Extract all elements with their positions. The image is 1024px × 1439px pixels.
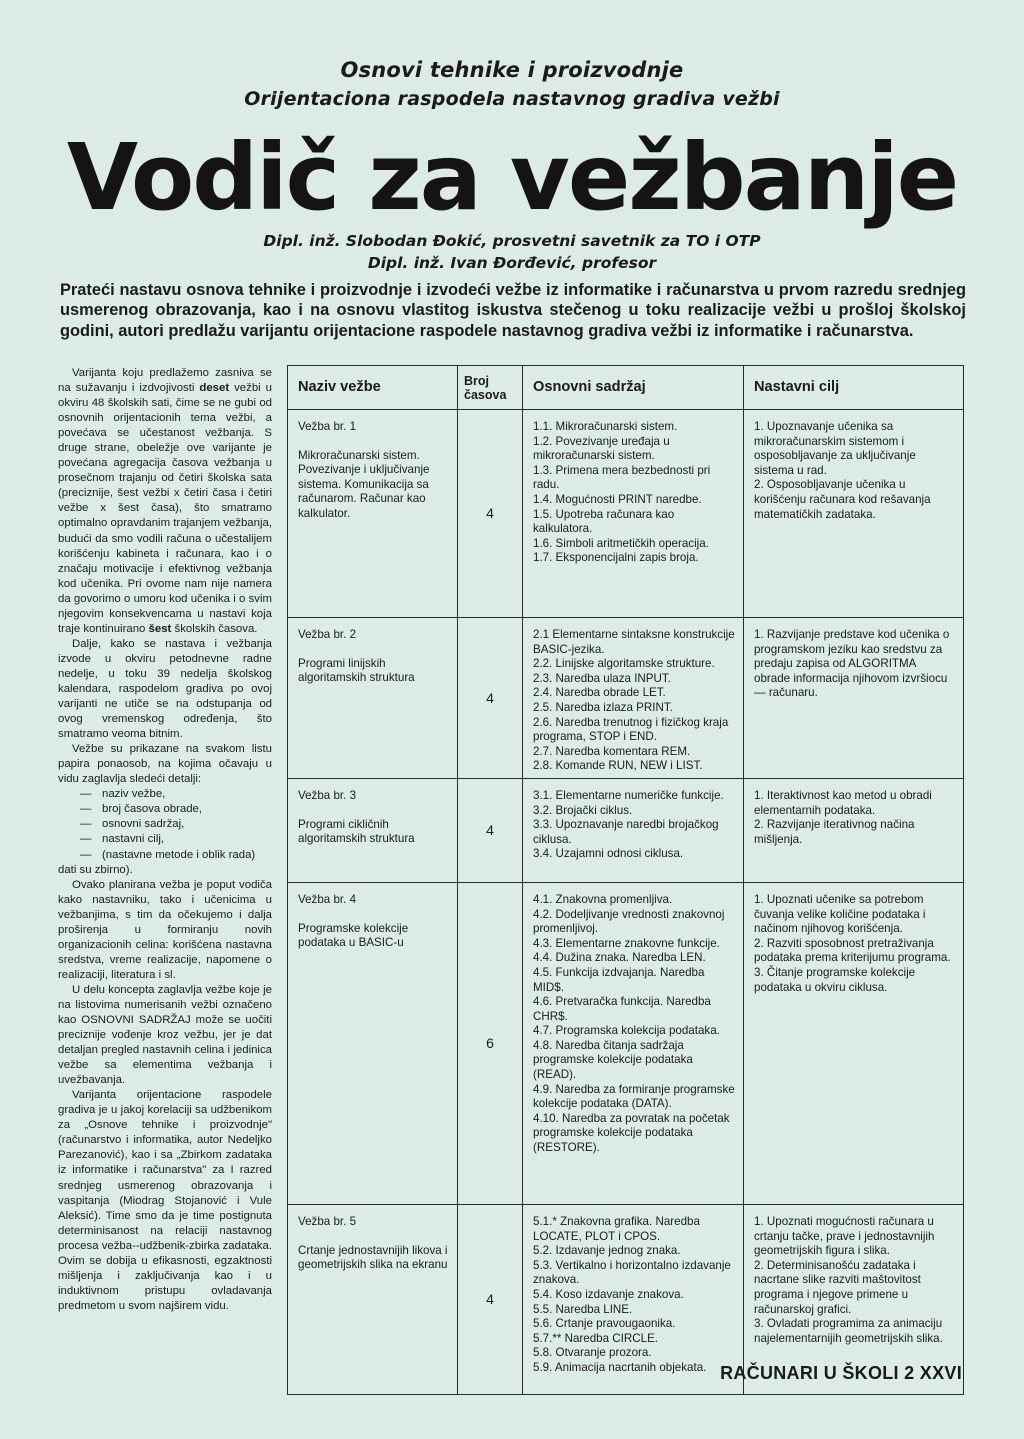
- goal-item: 2. Razviti sposobnost pretraživanja podataka prema kriterijumu programa.: [754, 936, 951, 965]
- list-item-text: (nastavne metode i oblik rada): [102, 848, 256, 861]
- list-dash: —: [80, 833, 92, 846]
- content-item: 2.5. Naredba izlaza PRINT.: [533, 700, 673, 714]
- exercise-title: Programske kolekcije podataka u BASIC-u: [298, 921, 409, 950]
- section-subkicker: Orijentaciona raspodela nastavnog gradiva vežbi: [244, 88, 780, 110]
- content-item: 5.7.** Naredba CIRCLE.: [533, 1331, 659, 1345]
- content-item: 2.2. Linijske algoritamske strukture.: [533, 657, 715, 671]
- exercise-number: Vežba br. 2: [298, 628, 357, 641]
- content-item: 4.1. Znakovna promenljiva.: [533, 892, 673, 906]
- list-dash: —: [80, 818, 92, 831]
- sidebar-bold-text: deset: [199, 382, 230, 395]
- content-item: 2.4. Naredba obrade LET.: [533, 686, 666, 700]
- goal-item: 1. Upoznati učenike sa potrebom čuvanja velike količine podataka i načinom njihovog korišćenja.: [754, 892, 926, 936]
- content-item: 5.3. Vertikalno i horizontalno izdavanje znakova.: [533, 1258, 731, 1287]
- sidebar-paragraph-6: Varijanta orijentacione raspodele gradiva je u jakoj korelaciji sa udžbenikom za „Osnove tehnike i proizvodnje" (računarstvo i informatika, autor Nedeljko Parezanović), kao i sa „Zbirkom zadataka iz informatike i računarstva" za I razred srednjeg usmerenog obrazovanja i vaspitanja (Miodrag Stojanović i Vule Aleksić). Time smo da je time postignuta determinisanost na relaciji nastavnog procesa vežba--udžbenik-zbirka zadataka. Ovim se dobija u efikasnosti, egzaktnosti mišljenja i zaključivanja kao i u induktivnom pristupu ovladavanja predmetom u svom najširem vidu.: [58, 1089, 273, 1312]
- list-dash: —: [80, 788, 92, 801]
- content-item: 1.4. Mogućnosti PRINT naredbe.: [533, 492, 702, 506]
- sidebar-list-item: [80, 787, 272, 802]
- table-row: [288, 778, 964, 882]
- exercise-title: Programi cikličnih algoritamskih struktura: [298, 817, 415, 846]
- sidebar-list-item: [80, 817, 272, 832]
- section-kicker: Osnovi tehnike i proizvodnje: [340, 58, 684, 82]
- content-item: 3.3. Upoznavanje naredbi brojačkog ciklusa.: [533, 818, 719, 846]
- content-item: 1.7. Eksponencijalni zapis broja.: [533, 551, 699, 565]
- content-item: 4.10. Naredba za povratak na početak programske kolekcije podataka (RESTORE).: [533, 1111, 730, 1155]
- goal-item: 1. Razvijanje predstave kod učenika o programskom jeziku kao sredstvu za predaju zapisa od ALGORITMA obrade informacija njihovom izvršiocu — računaru.: [754, 628, 950, 700]
- content-item: 1.2. Povezivanje uređaja u mikroračunarski sistem.: [533, 434, 670, 463]
- sidebar-paragraph-2: Dalje, kako se nastava i vežbanja izvode u okviru petodnevne radne nedelje, u toku 39 nedelja školskog kalendara, raspodelom gradiva po ovoj varijanti ne utiče se na odstupanja od ovog vremenskog određenja, što smatramo veoma bitnim.: [58, 637, 272, 741]
- content-cell: [523, 618, 744, 779]
- content-item: 1.3. Primena mera bezbednosti pri radu.: [533, 463, 711, 492]
- hours-cell: 6: [458, 882, 523, 1204]
- article-headline: Vodič za vežbanje: [66, 124, 958, 231]
- content-item: 5.4. Koso izdavanje znakova.: [533, 1287, 684, 1301]
- content-item: 4.7. Programska kolekcija podataka.: [533, 1024, 720, 1038]
- sidebar-paragraph-1: [58, 366, 272, 637]
- goal-item: 1. Iteraktivnost kao metod u obradi elementarnih podataka.: [754, 788, 932, 817]
- content-cell: [523, 882, 744, 1204]
- sidebar-column: [58, 366, 272, 1314]
- content-item: 3.4. Uzajamni odnosi ciklusa.: [533, 847, 684, 861]
- list-item-text: broj časova obrade,: [102, 803, 203, 816]
- sidebar-list-item: [80, 832, 272, 847]
- header-content: Osnovni sadržaj: [523, 366, 744, 410]
- goal-item: 2. Determinisanošću zadataka i nacrtane slike razviti maštovitost programa i njegove primene u računarskoj grafici.: [754, 1258, 921, 1316]
- exercise-number: Vežba br. 5: [298, 1214, 357, 1228]
- content-item: 5.6. Crtanje pravougaonika.: [533, 1317, 676, 1331]
- content-cell: [523, 1204, 744, 1394]
- goal-item: 2. Osposobljavanje učenika u korišćenju računara kod rešavanja matematičkih zadataka.: [754, 478, 931, 521]
- content-item: 1.6. Simboli aritmetičkih operacija.: [533, 536, 709, 550]
- content-item: 3.2. Brojački ciklus.: [533, 803, 633, 817]
- content-item: 1.5. Upotreba računara kao kalkulatora.: [533, 507, 675, 536]
- content-item: 4.3. Elementarne znakovne funkcije.: [533, 936, 720, 950]
- header-goal: Nastavni cilj: [744, 366, 964, 410]
- content-item: 5.9. Animacija nacrtanih objekata.: [533, 1360, 707, 1374]
- sidebar-list-item: [80, 848, 272, 863]
- hours-cell: 4: [458, 778, 523, 882]
- content-item: 5.5. Naredba LINE.: [533, 1302, 633, 1316]
- sidebar-bold-text: šest: [148, 622, 172, 635]
- goal-item: 3. Čitanje programske kolekcije podataka u okviru ciklusa.: [754, 965, 916, 994]
- table-row: [288, 882, 964, 1204]
- goal-item: 2. Razvijanje iterativnog načina mišljenja.: [754, 818, 915, 846]
- content-item: 2.8. Komande RUN, NEW i LIST.: [533, 759, 703, 773]
- exercise-name-cell: [288, 410, 458, 618]
- table-row: [288, 618, 964, 779]
- goal-item: 1. Upoznavanje učenika sa mikroračunarskim sistemom i osposobljavanje za uključivanje sistema u rad.: [754, 420, 916, 477]
- content-item: 4.5. Funkcija izdvajanja. Naredba MID$.: [533, 965, 705, 994]
- content-item: 1.1. Mikroračunarski sistem.: [533, 420, 678, 433]
- sidebar-text: vežbi u okviru 48 školskih sati, čime se ne gubi od osnovnih orijentacionih tema vežbi, a povećava se učestanost vežbanja. S druge strane, obeležje ove varijante je povećana agregacija časova vežbanja u prosečnom trajanju od četiri školska sata (preciznije, šest vežbi x četiri časa i četiri vežbe x šest časa), što smatramo optimalno opravdanim trajanjem vežbanja, budući da smo vodili računa o učestalijem korišćenju kabineta i računara, kao i o značaju motivacije i efektivnog vežbanja kod učenika. Pri ovome nam nije namera da govorimo o umoru kod učenika i o svim njegovim konsekvencama u nastavi koja traje kontinuirano: [58, 382, 273, 635]
- list-item-text: osnovni sadržaj,: [102, 818, 185, 831]
- exercise-number: Vežba br. 3: [298, 788, 357, 802]
- content-item: 5.8. Otvaranje prozora.: [533, 1346, 652, 1360]
- content-item: 5.1.* Znakovna grafika. Naredba LOCATE, PLOT i CPOS.: [533, 1214, 700, 1243]
- sidebar-text: Varijanta koju predlažemo zasniva se na sužavanju i izdvojivosti: [58, 367, 272, 395]
- content-item: 3.1. Elementarne numeričke funkcije.: [533, 788, 724, 802]
- goal-cell: [744, 778, 964, 882]
- author-line-2: Dipl. inž. Ivan Đorđević, profesor: [367, 254, 657, 272]
- content-item: 5.2. Izdavanje jednog znaka.: [533, 1244, 681, 1258]
- sidebar-list: [58, 787, 272, 862]
- content-cell: [523, 410, 744, 618]
- exercise-title: Mikroračunarski sistem. Povezivanje i uključivanje sistema. Komunikacija sa računarom. Računar kao kalkulator.: [298, 448, 430, 520]
- exercise-name-cell: [288, 1204, 458, 1394]
- content-item: 4.9. Naredba za formiranje programske kolekcije podataka (DATA).: [533, 1082, 735, 1111]
- list-item-text: nastavni cilj,: [102, 833, 165, 846]
- list-dash: —: [80, 803, 92, 816]
- hours-cell: 4: [458, 618, 523, 779]
- exercise-name-cell: [288, 618, 458, 779]
- author-line-1: Dipl. inž. Slobodan Đokić, prosvetni savetnik za TO i OTP: [263, 232, 761, 250]
- sidebar-list-tail: dati su zbirno).: [58, 863, 133, 876]
- content-item: 4.2. Dodeljivanje vrednosti znakovnoj promenljivoj.: [533, 907, 725, 936]
- content-item: 2.3. Naredba ulaza INPUT.: [533, 671, 671, 685]
- goal-cell: [744, 618, 964, 779]
- exercise-number: Vežba br. 4: [298, 892, 357, 906]
- page-footer: RAČUNARI U ŠKOLI 2 XXVI: [720, 1363, 962, 1383]
- sidebar-text: školskih časova.: [171, 622, 258, 635]
- sidebar-paragraph-5: U delu koncepta zaglavlja vežbe koje je na listovima numerisanih vežbi označeno kao OSNOVNI SADRŽAJ može se uočiti preciznije vođenje kroz vežbu, jer je dat detaljan pregled nastavnih celina i jedinica vežbe sa elementima vežbanja i uvežbavanja.: [58, 983, 272, 1087]
- curriculum-table: [287, 365, 964, 1395]
- list-dash: —: [80, 848, 92, 861]
- sidebar-paragraph-4: Ovako planirana vežba je poput vodiča kako nastavniku, tako i učenicima u vežbanjima, s tim da očekujemo i dalja proširenja u formiranju novih organizacionih celina: korišćena nastavna sredstva, vreme realizacije, napomene o realizaciji, literatura i sl.: [58, 878, 272, 981]
- sidebar-list-item: [80, 802, 272, 817]
- content-item: 4.4. Dužina znaka. Naredba LEN.: [533, 951, 706, 965]
- exercise-title: Programi linijskih algoritamskih struktura: [298, 656, 415, 685]
- exercise-title: Crtanje jednostavnijih likova i geometrijskih slika na ekranu: [298, 1243, 448, 1272]
- header-exercise-name: Naziv vežbe: [288, 366, 458, 410]
- hours-cell: 4: [458, 1204, 523, 1394]
- content-item: 4.8. Naredba čitanja sadržaja programske kolekcije podataka (READ).: [533, 1038, 693, 1082]
- header-hours: Broj časova: [458, 366, 523, 410]
- goal-item: 1. Upoznati mogućnosti računara u crtanju tačke, prave i jednostavnijih geometrijskih figura i slika.: [754, 1214, 935, 1258]
- table-row: [288, 410, 964, 618]
- goal-item: 3. Ovladati programima za animaciju najelementarnijih geometrijskih slika.: [754, 1317, 943, 1345]
- sidebar-paragraph-3: Vežbe su prikazane na svakom listu papira ponaosob, na kojima očavaju u vidu zaglavlja sledeći detalji:: [58, 743, 272, 786]
- exercise-name-cell: [288, 778, 458, 882]
- content-cell: [523, 778, 744, 882]
- goal-cell: [744, 410, 964, 618]
- content-item: 2.6. Naredba trenutnog i fizičkog kraja programa, STOP i END.: [533, 715, 729, 744]
- article-lead: Prateći nastavu osnova tehnike i proizvodnje i izvodeći vežbe iz informatike i računarstva u prvom razredu srednjeg usmerenog obrazovanja, kao i na osnovu vlastitog iskustva stečenog u toku realizacije vežbi u prošloj školskoj godini, autori predlažu varijantu orijentacione raspodele nastavnog gradiva vežbi iz informatike i računarstva.: [60, 281, 966, 340]
- list-item-text: naziv vežbe,: [102, 788, 166, 801]
- content-item: 4.6. Pretvaračka funkcija. Naredba CHR$.: [533, 995, 711, 1023]
- goal-cell: [744, 882, 964, 1204]
- content-item: 2.7. Naredba komentara REM.: [533, 744, 691, 758]
- hours-cell: 4: [458, 410, 523, 618]
- exercise-number: Vežba br. 1: [298, 420, 357, 433]
- table-header-row: [288, 366, 964, 410]
- content-item: 2.1 Elementarne sintaksne konstrukcije BASIC-jezika.: [533, 628, 735, 656]
- exercise-name-cell: [288, 882, 458, 1204]
